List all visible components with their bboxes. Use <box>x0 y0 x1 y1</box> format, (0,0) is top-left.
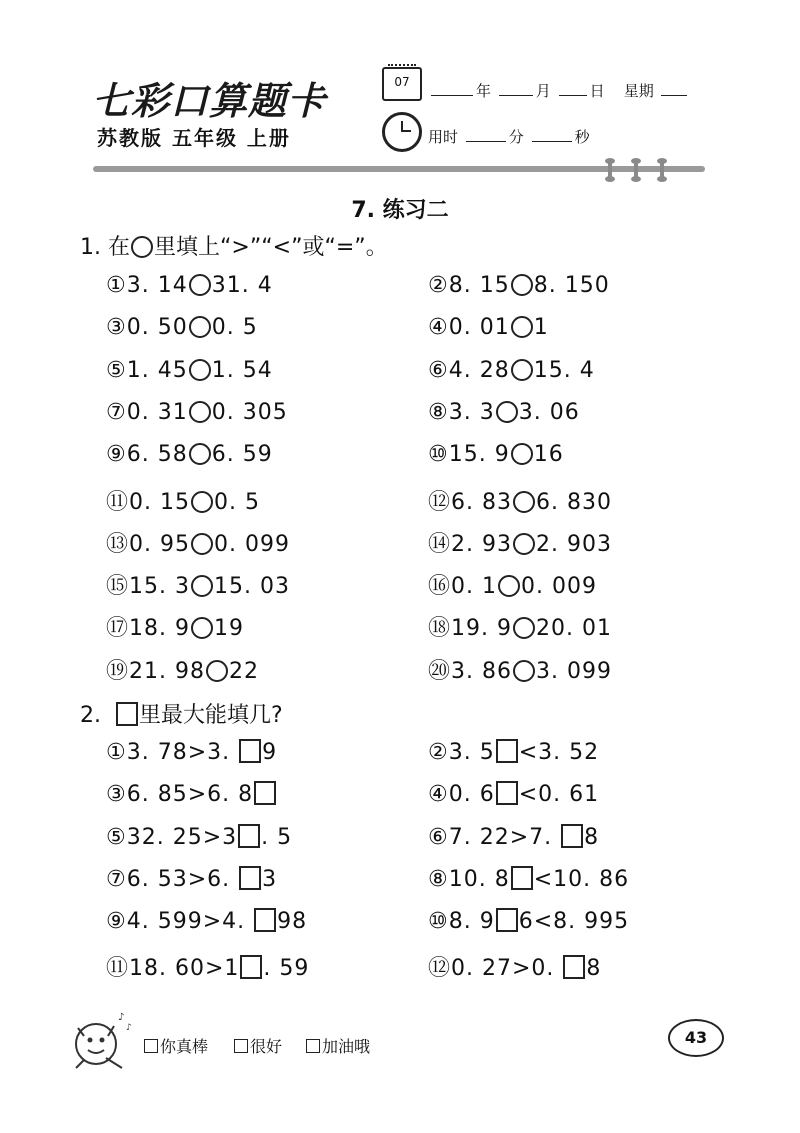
item-right: 6. 830 <box>536 489 612 515</box>
item-index: ③ <box>106 315 127 341</box>
minute-blank[interactable] <box>466 127 506 142</box>
item-right: 0. 099 <box>214 531 290 557</box>
date-fields <box>428 80 690 101</box>
item-index: ⑥ <box>428 357 449 383</box>
q1-item <box>106 527 290 558</box>
answer-blank[interactable] <box>511 359 533 381</box>
item-left: 6. 85>6. 8 <box>126 782 254 808</box>
item-index: ⑤ <box>106 824 127 850</box>
answer-blank[interactable] <box>511 274 533 296</box>
month-blank[interactable] <box>499 81 533 96</box>
brand-title: 七彩口算题卡 <box>92 78 327 123</box>
q1-item <box>428 485 612 516</box>
q2-item <box>428 866 629 892</box>
item-left: 3. 14 <box>126 273 188 298</box>
q1-item <box>428 527 612 558</box>
item-left: 15. 9 <box>448 442 510 468</box>
question-text: 里最大能填几? <box>139 703 283 728</box>
answer-blank[interactable] <box>239 866 261 890</box>
svg-text:♪: ♪ <box>118 1012 125 1023</box>
answer-blank[interactable] <box>191 533 213 555</box>
item-left: 0. 31 <box>126 399 188 425</box>
q1-item <box>106 358 273 383</box>
item-index: ② <box>428 273 449 298</box>
q1-item <box>106 569 290 600</box>
item-left: 18. 9 <box>129 616 190 642</box>
calendar-icon <box>382 67 422 101</box>
item-right: . 5 <box>261 824 293 850</box>
item-right: 0. 5 <box>214 489 260 515</box>
q2-item <box>106 824 292 850</box>
item-left: 32. 25>3 <box>126 824 238 850</box>
item-left: 6. 53>6. <box>126 866 239 892</box>
item-left: 8. 9 <box>448 909 495 935</box>
item-index: ⑰ <box>106 616 130 642</box>
item-right: <10. 86 <box>533 866 630 892</box>
q1-item <box>428 611 612 642</box>
section-title: 7. 练习二 <box>351 198 449 223</box>
item-left: 0. 15 <box>129 489 190 515</box>
rating-option-good[interactable]: 很好 <box>234 1034 282 1057</box>
q1-item <box>106 654 259 685</box>
item-left: 4. 599>4. <box>126 909 254 935</box>
q2-item <box>106 908 307 934</box>
q2-item <box>106 866 277 892</box>
time-used-label: 用时 <box>428 128 459 146</box>
q1-item <box>106 273 273 298</box>
item-left: 0. 27>0. <box>451 955 563 981</box>
item-index: ⑮ <box>106 574 130 600</box>
question-number: 2. <box>80 703 101 728</box>
item-index: ⑲ <box>106 658 130 684</box>
item-left: 15. 3 <box>129 574 190 600</box>
item-left: 21. 98 <box>129 658 205 684</box>
item-left: 18. 60>1 <box>129 955 240 981</box>
item-index: ④ <box>428 315 449 341</box>
item-left: 8. 15 <box>448 273 510 298</box>
item-index: ⑥ <box>428 824 449 850</box>
question-number: 1. <box>80 235 101 260</box>
item-index: ⑫ <box>428 489 452 515</box>
day-blank[interactable] <box>559 81 587 96</box>
item-right: 8 <box>584 824 600 850</box>
item-index: ⑨ <box>106 442 127 468</box>
item-right: 3. 06 <box>518 399 580 425</box>
q2-item <box>106 951 309 982</box>
answer-blank[interactable] <box>561 824 583 848</box>
q1-item <box>106 442 273 467</box>
minute-label: 分 <box>508 128 524 146</box>
weekday-label: 星期 <box>623 82 654 100</box>
answer-blank[interactable] <box>189 316 211 338</box>
item-right: 3 <box>262 866 278 892</box>
item-left: 3. 3 <box>448 399 495 425</box>
item-right: 22 <box>229 658 259 684</box>
item-left: 4. 28 <box>448 357 510 383</box>
question-2-heading <box>80 698 283 729</box>
q1-item <box>428 400 580 425</box>
item-right: 20. 01 <box>536 616 612 642</box>
answer-blank[interactable] <box>511 316 533 338</box>
answer-blank[interactable] <box>191 617 213 639</box>
binder-clip-icon <box>634 160 638 180</box>
question-text-pre: 在 <box>108 235 131 260</box>
item-right: 3. 099 <box>536 658 612 684</box>
item-left: 0. 01 <box>448 315 510 341</box>
item-right: 31. 4 <box>211 273 273 298</box>
item-left: 19. 9 <box>451 616 512 642</box>
item-right: 8 <box>586 955 602 981</box>
item-right: 19 <box>214 616 244 642</box>
checkbox-icon[interactable] <box>306 1039 320 1053</box>
answer-blank[interactable] <box>498 575 520 597</box>
year-blank[interactable] <box>431 81 473 96</box>
answer-blank[interactable] <box>239 739 261 763</box>
item-left: 3. 78>3. <box>126 740 239 765</box>
q1-item <box>428 654 612 685</box>
q2-item <box>428 824 599 850</box>
q2-item <box>428 781 599 807</box>
item-right: 2. 903 <box>536 531 612 557</box>
answer-blank[interactable] <box>511 443 533 465</box>
item-index: ⑪ <box>106 489 130 515</box>
svg-text:♪: ♪ <box>126 1023 132 1033</box>
q1-item <box>106 611 244 642</box>
item-left: 6. 83 <box>451 489 512 515</box>
item-left: 3. 86 <box>451 658 512 684</box>
item-right: 0. 305 <box>211 399 288 425</box>
item-index: ① <box>106 273 127 298</box>
mascot-icon <box>66 1006 136 1072</box>
q2-item <box>106 739 277 765</box>
item-left: 0. 95 <box>129 531 190 557</box>
item-index: ⑨ <box>106 909 127 935</box>
answer-blank[interactable] <box>496 908 518 932</box>
answer-blank[interactable] <box>254 908 276 932</box>
answer-blank[interactable] <box>511 866 533 890</box>
q1-item <box>428 315 549 340</box>
item-right: 15. 03 <box>214 574 290 600</box>
item-left: 7. 22>7. <box>448 824 561 850</box>
time-fields <box>428 126 590 147</box>
item-left: 0. 50 <box>126 315 188 341</box>
year-label: 年 <box>476 82 492 100</box>
answer-blank[interactable] <box>238 824 260 848</box>
edition-label: 苏教版 五年级 上册 <box>97 126 291 150</box>
q1-item <box>106 485 260 516</box>
box-symbol <box>116 702 138 726</box>
item-left: 10. 8 <box>448 866 510 892</box>
item-right: 98 <box>277 909 308 935</box>
weekday-blank[interactable] <box>661 81 687 96</box>
checkbox-icon[interactable] <box>144 1039 158 1053</box>
item-index: ① <box>106 740 127 765</box>
item-index: ⑯ <box>428 574 452 600</box>
item-right: . 59 <box>263 955 310 981</box>
circle-symbol <box>131 236 153 258</box>
item-right: 8. 150 <box>533 273 610 298</box>
item-right: 1. 54 <box>211 357 273 383</box>
item-right: 0. 009 <box>521 574 597 600</box>
item-right: 6<8. 995 <box>518 909 630 935</box>
q2-item <box>428 951 601 982</box>
month-label: 月 <box>535 82 551 100</box>
page-number: 43 <box>668 1019 724 1057</box>
rating-option-great[interactable]: 你真棒 <box>144 1034 208 1057</box>
header-rule <box>93 166 705 172</box>
binder-clip-icon <box>660 160 664 180</box>
answer-blank[interactable] <box>240 955 262 979</box>
item-right: 16 <box>533 442 564 468</box>
item-index: ⑪ <box>106 955 130 981</box>
q1-item <box>106 400 288 425</box>
second-label: 秒 <box>574 128 590 146</box>
item-right: 0. 5 <box>211 315 258 341</box>
item-index: ⑦ <box>106 866 127 892</box>
q1-item <box>428 569 597 600</box>
q1-item <box>428 442 564 467</box>
binder-clip-icon <box>608 160 612 180</box>
item-index: ⑦ <box>106 399 127 425</box>
item-left: 1. 45 <box>126 357 188 383</box>
q1-item <box>428 358 595 383</box>
item-right: 15. 4 <box>533 357 595 383</box>
question-text: 里填上“>”“<”或“=”。 <box>154 235 388 260</box>
q2-item <box>428 908 629 934</box>
item-index: ⑳ <box>428 658 452 684</box>
answer-blank[interactable] <box>563 955 585 979</box>
answer-blank[interactable] <box>189 443 211 465</box>
q1-item <box>106 315 258 340</box>
item-index: ⑱ <box>428 616 452 642</box>
q2-item <box>428 739 599 765</box>
clock-icon <box>382 112 422 152</box>
calendar-number: 07 <box>394 75 410 89</box>
answer-blank[interactable] <box>513 660 535 682</box>
answer-blank[interactable] <box>496 739 518 763</box>
q1-item <box>428 273 610 298</box>
item-left: 0. 1 <box>451 574 497 600</box>
item-index: ⑭ <box>428 531 452 557</box>
answer-blank[interactable] <box>206 660 228 682</box>
item-left: 3. 5 <box>448 740 495 765</box>
item-index: ⑤ <box>106 357 127 383</box>
item-index: ⑧ <box>428 399 449 425</box>
day-label: 日 <box>589 82 605 100</box>
answer-blank[interactable] <box>513 533 535 555</box>
item-right: 6. 59 <box>211 442 273 468</box>
question-1-heading <box>80 230 388 261</box>
item-index: ⑩ <box>428 909 449 935</box>
checkbox-icon[interactable] <box>234 1039 248 1053</box>
item-left: 6. 58 <box>126 442 188 468</box>
item-index: ③ <box>106 782 127 808</box>
item-left: 2. 93 <box>451 531 512 557</box>
answer-blank[interactable] <box>513 491 535 513</box>
second-blank[interactable] <box>532 127 572 142</box>
rating-option-keep-going[interactable]: 加油哦 <box>306 1034 370 1057</box>
item-index: ⑬ <box>106 531 130 557</box>
answer-blank[interactable] <box>189 359 211 381</box>
answer-blank[interactable] <box>189 401 211 423</box>
answer-blank[interactable] <box>191 491 213 513</box>
answer-blank[interactable] <box>496 401 518 423</box>
answer-blank[interactable] <box>189 274 211 296</box>
item-right: <0. 61 <box>518 782 600 808</box>
answer-blank[interactable] <box>191 575 213 597</box>
item-right: 9 <box>262 740 278 765</box>
q2-item <box>106 781 277 807</box>
answer-blank[interactable] <box>496 781 518 805</box>
item-left: 0. 6 <box>448 782 495 808</box>
answer-blank[interactable] <box>254 781 276 805</box>
item-index: ⑧ <box>428 866 449 892</box>
item-right: 1 <box>533 315 549 341</box>
item-index: ④ <box>428 782 449 808</box>
answer-blank[interactable] <box>513 617 535 639</box>
item-index: ② <box>428 740 449 765</box>
item-right: <3. 52 <box>518 740 600 765</box>
item-index: ⑩ <box>428 442 449 468</box>
item-index: ⑫ <box>428 955 452 981</box>
